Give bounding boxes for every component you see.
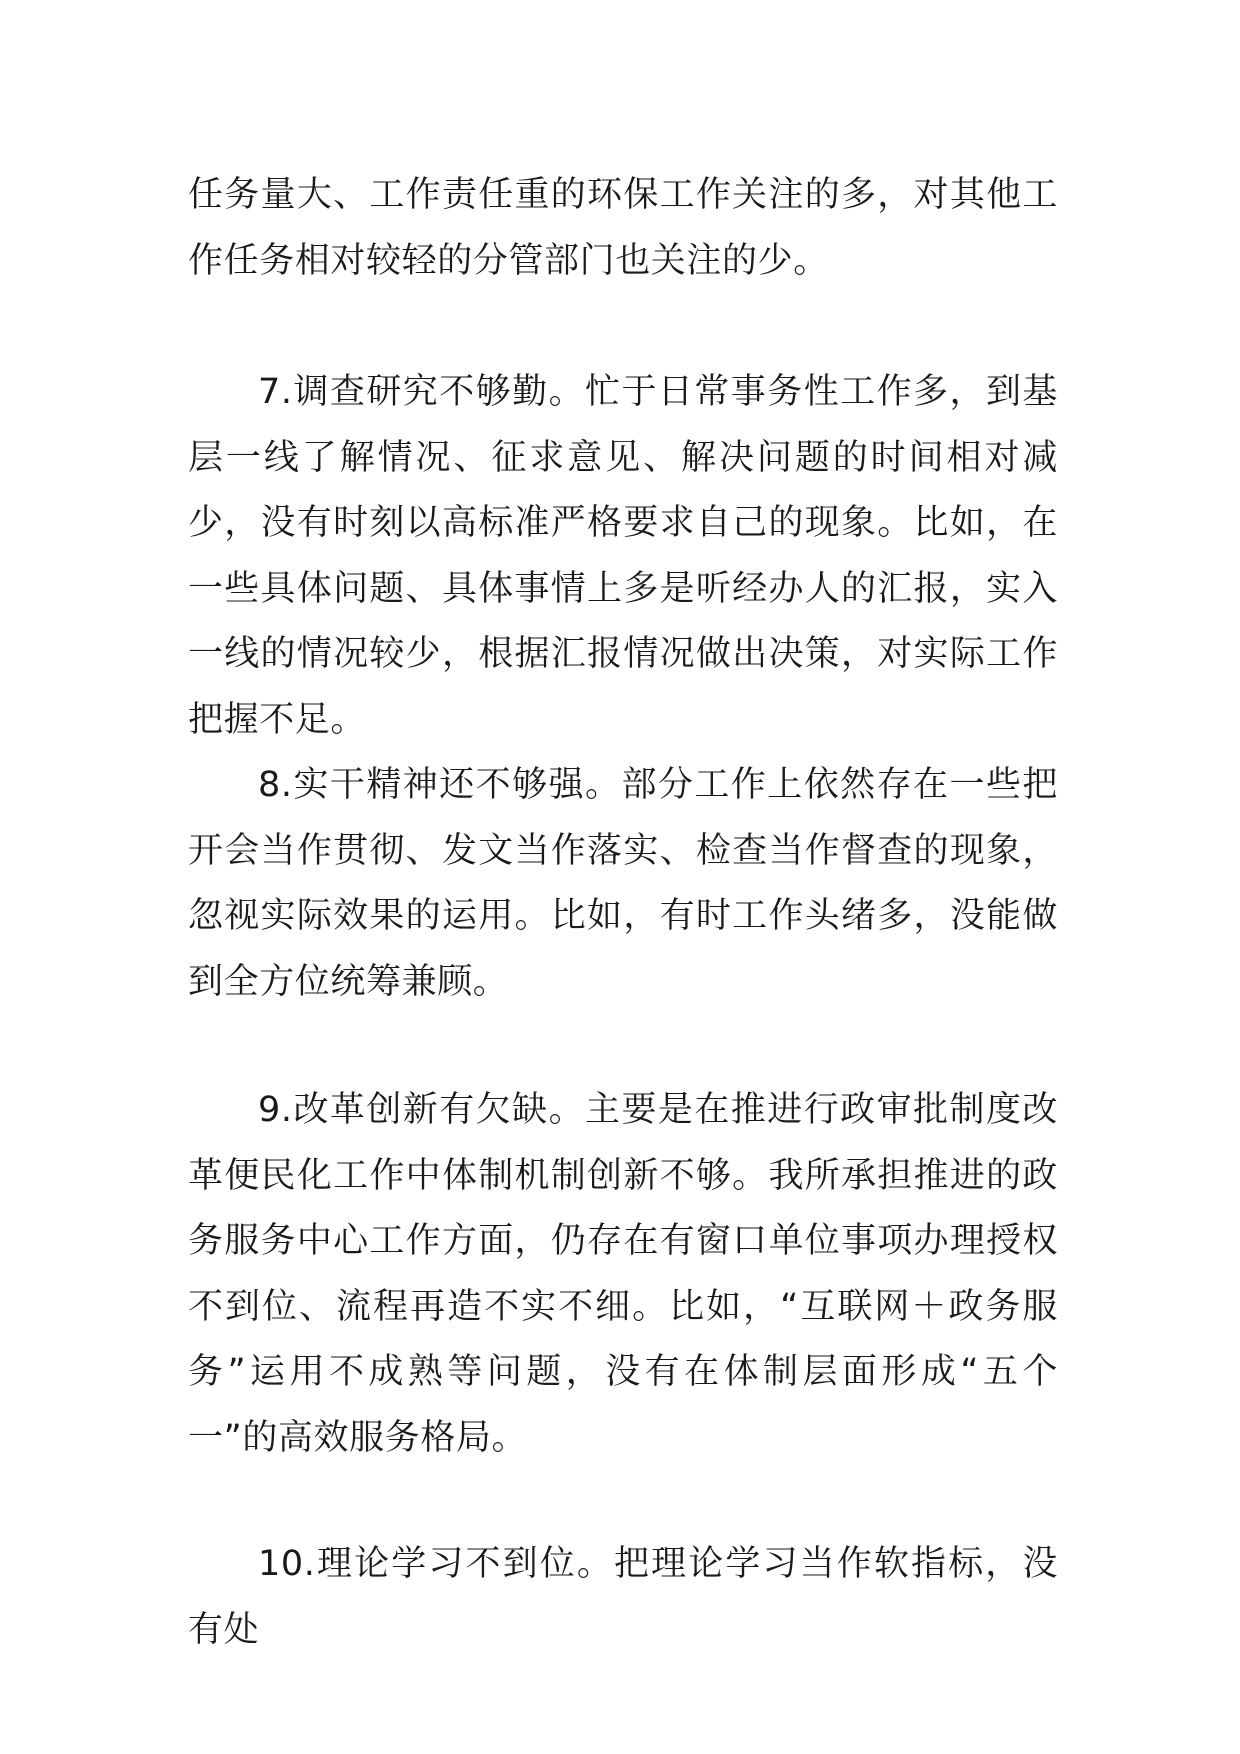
paragraph-text: 7.调查研究不够勤。忙于日常事务性工作多，到基层一线了解情况、征求意见、解决问题的时间相对减少，没有时刻以高标准严格要求自己的现象。比如，在一些具体问题、具体事情上多是听经办人的汇报，实入一线的情况较少，根据汇报情况做出决策，对实际工作把握不足。 [188, 372, 1058, 740]
paragraph-text: 10.理论学习不到位。把理论学习当作软指标，没有处 [188, 1544, 1058, 1650]
paragraph-item-7 [188, 360, 1058, 753]
paragraph-continuation [188, 163, 1058, 294]
paragraph-item-8 [188, 753, 1058, 1015]
paragraph-item-10 [188, 1532, 1058, 1663]
paragraph-text: 9.改革创新有欠缺。主要是在推进行政审批制度改革便民化工作中体制机制创新不够。我所承担推进的政务服务中心工作方面，仍存在有窗口单位事项办理授权不到位、流程再造不实不细。比如，“互联网＋政务服务”运用不成熟等问题，没有在体制层面形成“五个一”的高效服务格局。 [188, 1090, 1058, 1458]
paragraph-text: 任务量大、工作责任重的环保工作关注的多，对其他工作任务相对较轻的分管部门也关注的少。 [188, 175, 1058, 281]
paragraph-item-9 [188, 1078, 1058, 1471]
paragraph-text: 8.实干精神还不够强。部分工作上依然存在一些把开会当作贯彻、发文当作落实、检查当作督查的现象，忽视实际效果的运用。比如，有时工作头绪多，没能做到全方位统筹兼顾。 [188, 765, 1058, 1002]
